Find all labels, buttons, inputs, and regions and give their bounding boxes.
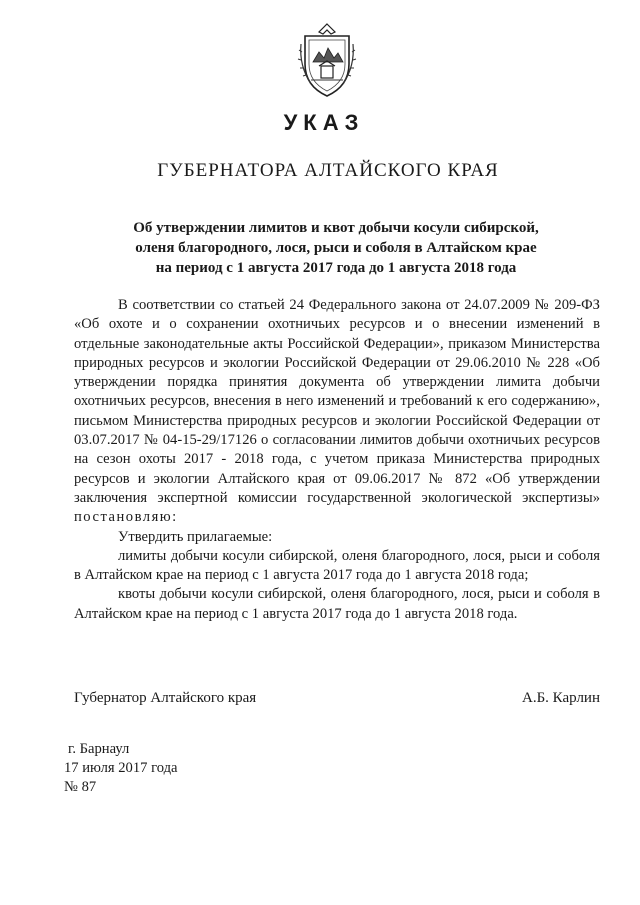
subject-line: оленя благородного, лося, рыси и соболя в Алтайском крае xyxy=(135,240,537,256)
issue-date: 17 июля 2017 года xyxy=(64,760,178,776)
decree-body xyxy=(74,296,600,624)
issue-place: г. Барнаул xyxy=(68,741,130,757)
approve-paragraph: Утвердить прилагаемые: xyxy=(118,528,273,545)
approved-item-quotas: квоты добычи косули сибирской, оленя благородного, лося, рыси и соболя в Алтайском крае на период с 1 августа 2017 года до 1 августа 2018 года. xyxy=(74,586,600,622)
subject-line: на период с 1 августа 2017 года до 1 августа 2018 года xyxy=(155,260,517,276)
decree-word: постановляю: xyxy=(74,509,178,526)
decree-number: № 87 xyxy=(64,779,97,795)
decree-footer xyxy=(64,740,177,797)
approved-item-limits: лимиты добычи косули сибирской, оленя благородного, лося, рыси и соболя в Алтайском крае на период с 1 августа 2017 года до 1 августа 2018 года; xyxy=(74,547,600,584)
issuer-title: ГУБЕРНАТОРА АЛТАЙСКОГО КРАЯ xyxy=(157,160,499,181)
signatory-name: А.Б. Карлин xyxy=(521,690,600,706)
preamble-paragraph xyxy=(74,296,600,528)
signatory-position: Губернатор Алтайского края xyxy=(74,690,257,706)
altai-krai-coat-of-arms-icon xyxy=(297,22,357,98)
subject-line: Об утверждении лимитов и квот добычи косули сибирской, xyxy=(133,220,539,236)
decree-subject xyxy=(100,218,572,278)
preamble-text: В соответствии со статьей 24 Федерального закона от 24.07.2009 № 209-ФЗ «Об охоте и о сохранении охотничьих ресурсов и о внесении изменений в отдельные законодательные акты Российской Федерации», приказом Министерства природных ресурсов и экологии Российской Федерации от 29.06.2010 № 228 «Об утверждении порядка принятия документа об утверждении лимита добычи охотничьих ресурсов, внесения в него изменений и требований к его содержанию», письмом Министерства природных ресурсов и экологии Российской Федерации от 03.07.2017 № 04-15-29/17126 о согласовании лимитов добычи охотничьих ресурсов на сезон охоты 2017 - 2018 года, с учетом приказа Министерства природных ресурсов и экологии Алтайского края от 09.06.2017 № 872 «Об утверждении заключения экспертной комиссии государственной экологической экспертизы» xyxy=(74,297,600,506)
document-type-title: УКАЗ xyxy=(283,110,365,135)
